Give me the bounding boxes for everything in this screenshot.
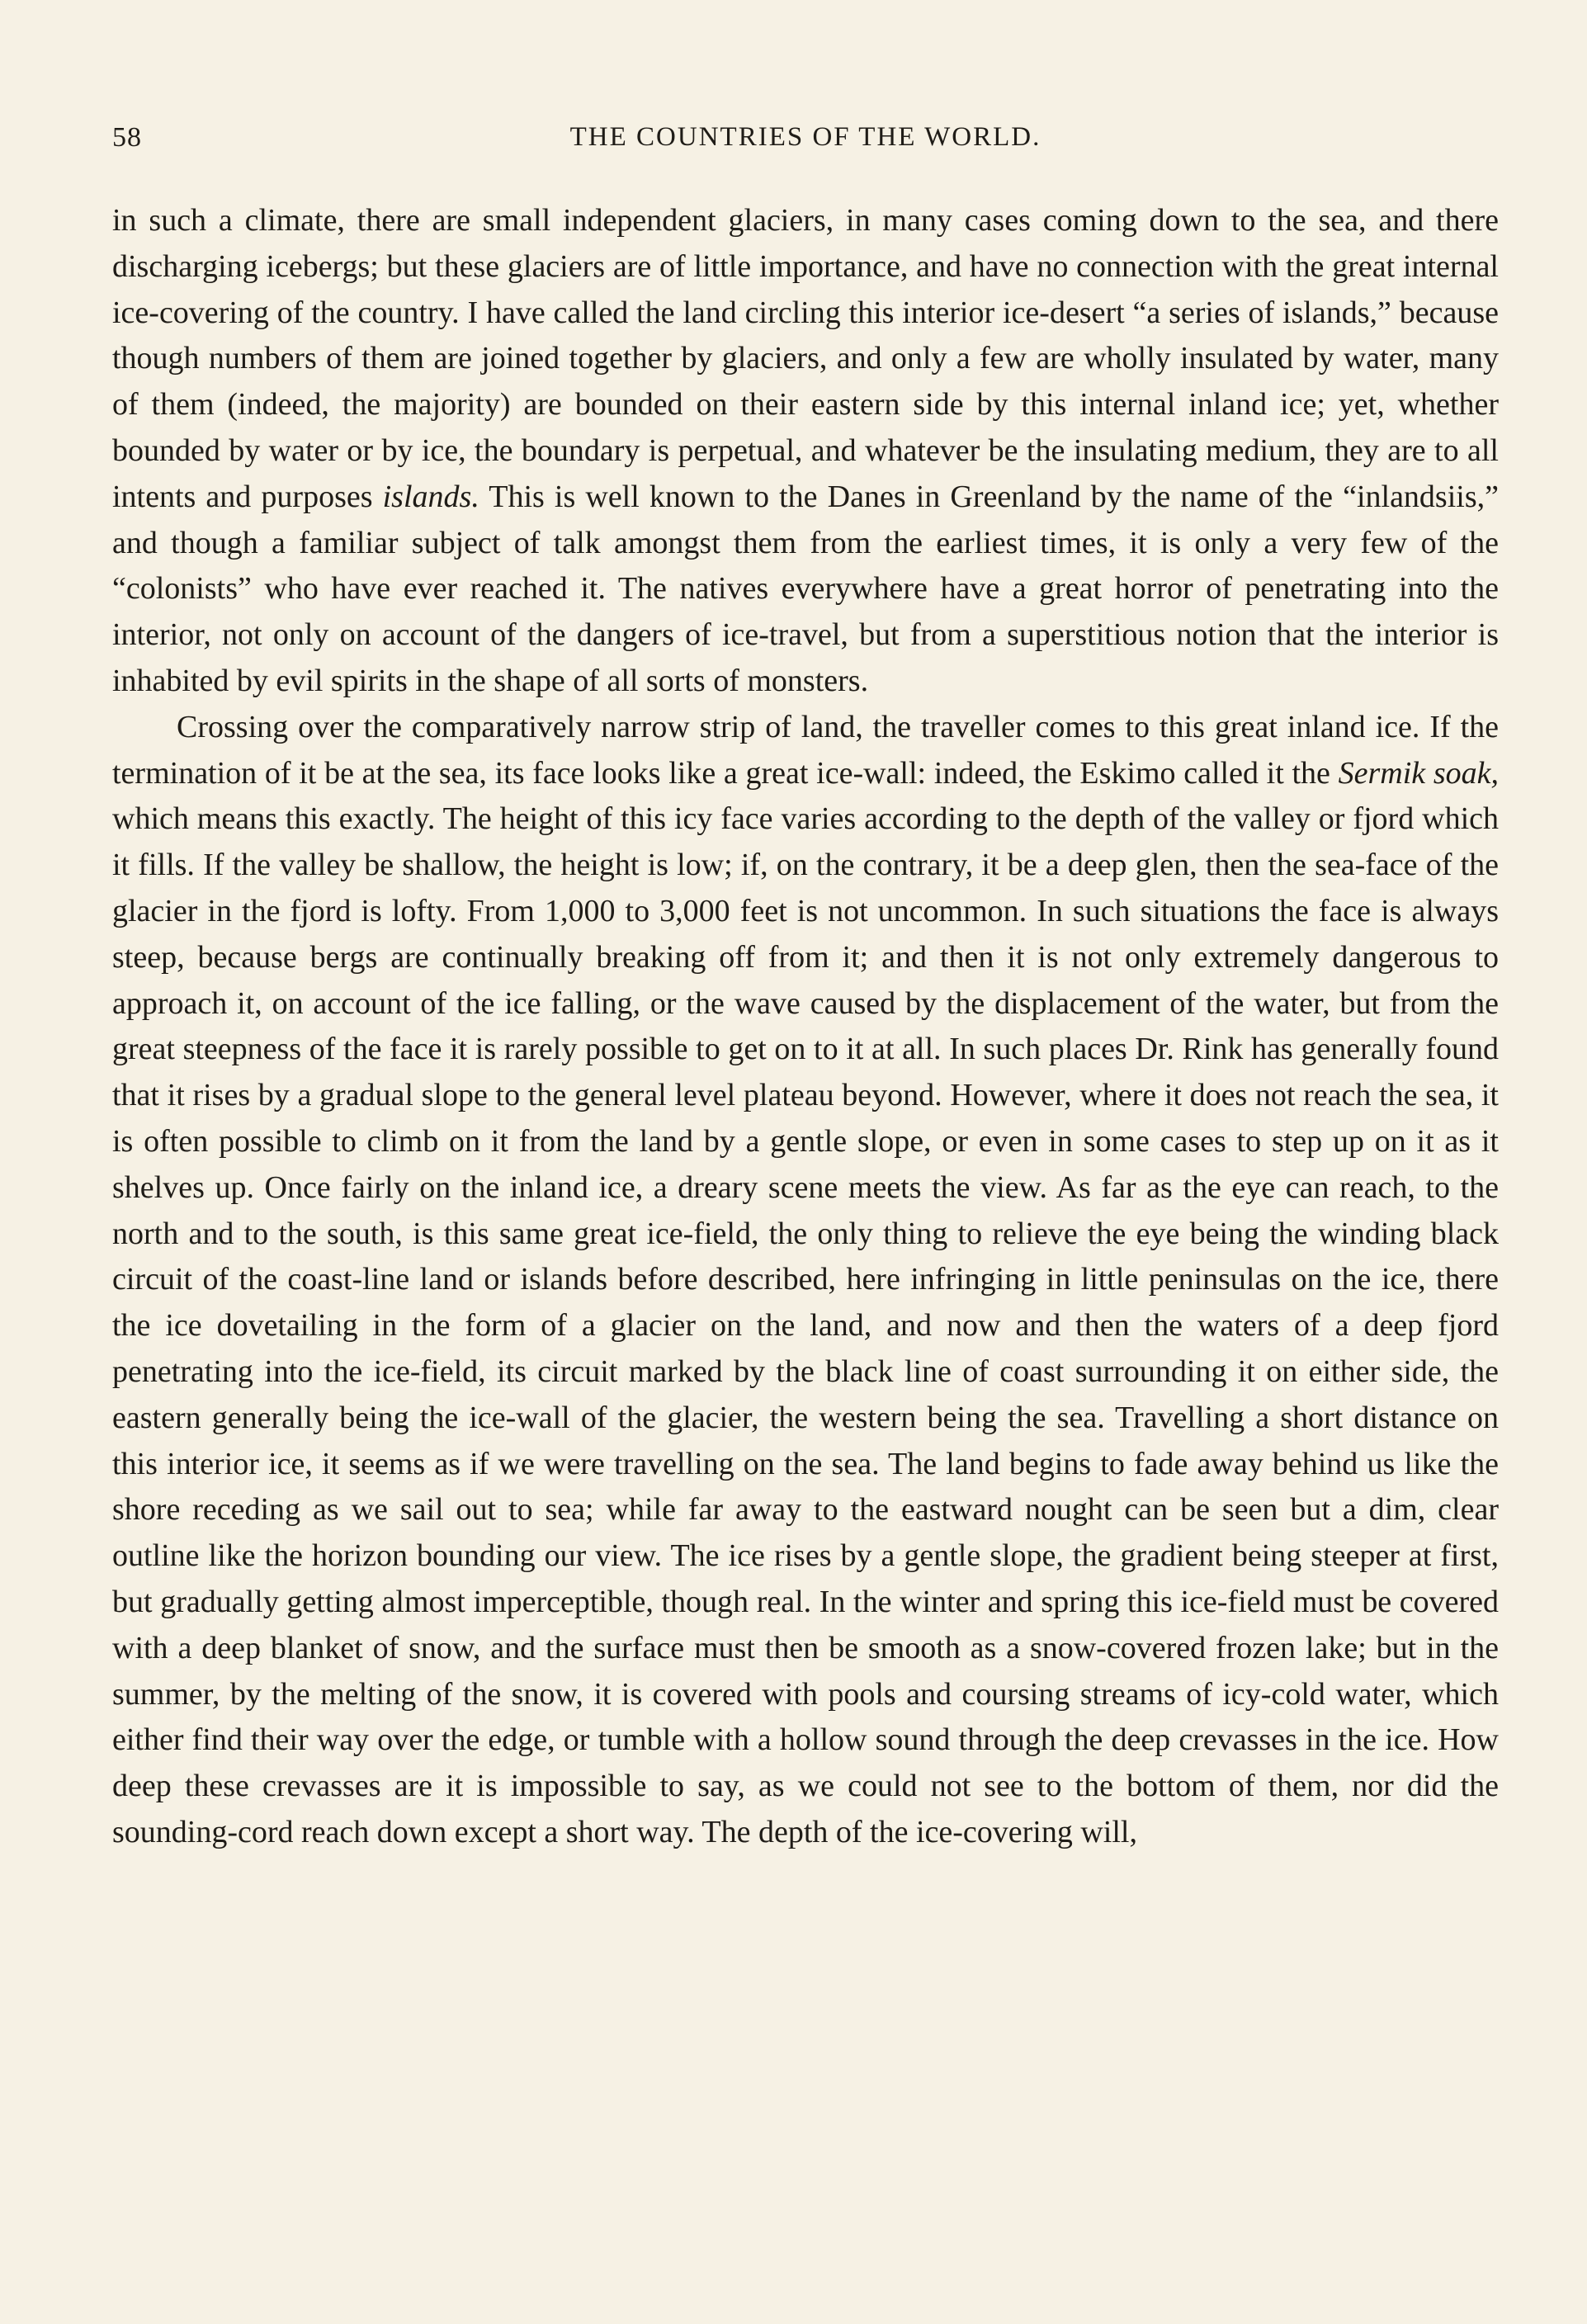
page-number: 58 <box>112 122 142 153</box>
paragraph-1 <box>112 198 1499 705</box>
body-text <box>112 198 1499 1856</box>
running-title: THE COUNTRIES OF THE WORLD. <box>569 122 1041 152</box>
paragraph-1-text-b: This is well known to the Danes in Greenland by the name of the “inlandsiis,” and though a familiar subject of talk amongst them from the earliest times, it is only a very few of the “colonists” who have ever reached it. The natives everywhere have a great horror of penetrating into the interior, not only on account of the dangers of ice-travel, but from a superstitious notion that the interior is inhabited by evil spirits in the shape of all sorts of monsters. <box>112 479 1499 698</box>
page-header <box>112 116 1499 165</box>
italic-islands: islands. <box>382 479 479 514</box>
paragraph-2 <box>112 705 1499 1856</box>
italic-sermik-soak: Sermik soak, <box>1338 755 1499 791</box>
paragraph-2-text-a: Crossing over the comparatively narrow strip of land, the traveller comes to this great inland ice. If the termination of it be at the sea, its face looks like a great ice-wall: indeed, the Eskimo called it the <box>112 709 1499 791</box>
paragraph-2-text-b: which means this exactly. The height of this icy face varies according to the depth of the valley or fjord which it fills. If the valley be shallow, the height is low; if, on the contrary, it be a deep glen, then the sea-face of the glacier in the fjord is lofty. From 1,000 to 3,000 feet is not uncommon. In such situations the face is always steep, because bergs are continually breaking off from it; and then it is not only extremely dangerous to approach it, on account of the ice falling, or the wave caused by the displacement of the water, but from the great steepness of the face it is rarely possible to get on to it at all. In such places Dr. Rink has generally found that it rises by a gradual slope to the general level plateau beyond. However, where it does not reach the sea, it is often possible to climb on it from the land by a gentle slope, or even in some cases to step up on it as it shelves up. Once fairly on the inland ice, a dreary scene meets the view. As far as the eye can reach, to the north and to the south, is this same great ice-field, the only thing to relieve the eye being the winding black circuit of the coast-line land or islands before described, here infringing in little peninsulas on the ice, there the ice dovetailing in the form of a glacier on the land, and now and then the waters of a deep fjord penetrating into the ice-field, its circuit marked by the black line of coast surrounding it on either side, the eastern generally being the ice-wall of the glacier, the western being the sea. Travelling a short distance on this interior ice, it seems as if we were travelling on the sea. The land begins to fade away behind us like the shore receding as we sail out to sea; while far away to the eastward nought can be seen but a dim, clear outline like the horizon bounding our view. The ice rises by a gentle slope, the gradient being steeper at first, but gradually getting almost imperceptible, though real. In the winter and spring this ice-field must be covered with a deep blanket of snow, and the surface must then be smooth as a snow-covered frozen lake; but in the summer, by the melting of the snow, it is covered with pools and coursing streams of icy-cold water, which either find their way over the edge, or tumble with a hollow sound through the deep crevasses in the ice. How deep these crevasses are it is impossible to say, as we could not see to the bottom of them, nor did the sounding-cord reach down except a short way. The depth of the ice-covering will, <box>112 801 1499 1849</box>
paragraph-1-text-a: in such a climate, there are small independent glaciers, in many cases coming down to the sea, and there discharging icebergs; but these glaciers are of little importance, and have no connection with the great internal ice-covering of the country. I have called the land circling this interior ice-desert “a series of islands,” because though numbers of them are joined together by glaciers, and only a few are wholly insulated by water, many of them (indeed, the majority) are bounded on their eastern side by this internal inland ice; yet, whether bounded by water or by ice, the boundary is perpetual, and whatever be the insulating medium, they are to all intents and purposes <box>112 203 1499 514</box>
